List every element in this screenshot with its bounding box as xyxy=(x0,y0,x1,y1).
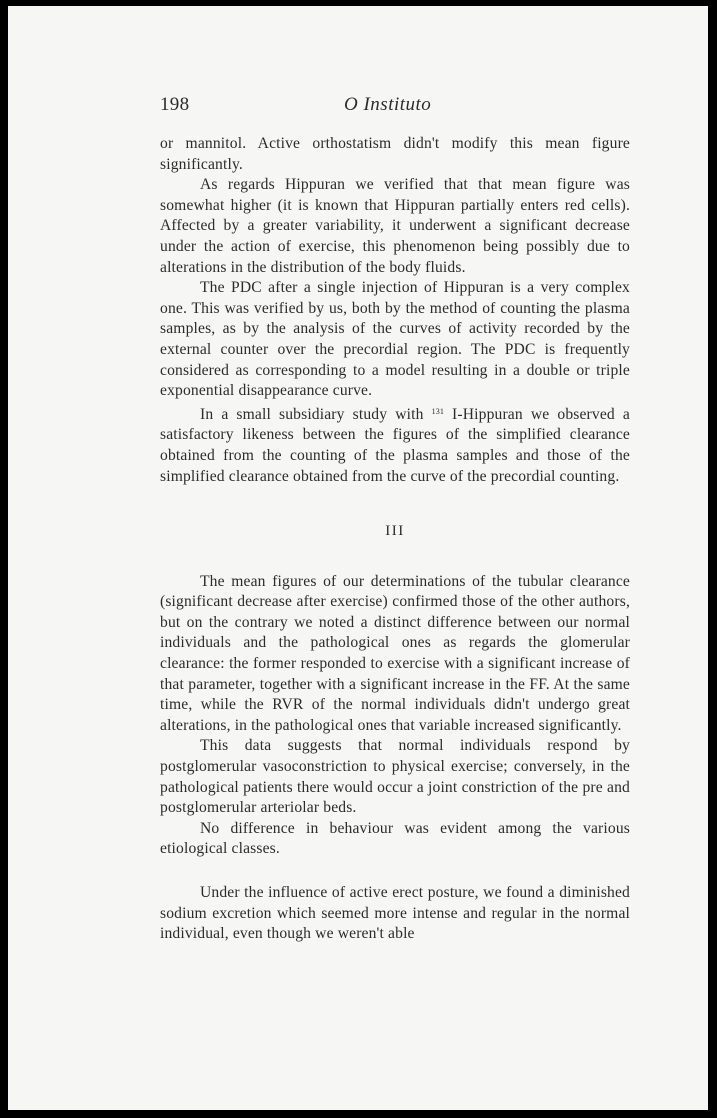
paragraph: Under the influence of active erect posture, we found a diminished sodium excretion which seemed more intense and regular in the normal individual, even though we weren't able xyxy=(160,884,630,943)
page-number: 198 xyxy=(160,94,190,115)
paragraph: The mean figures of our determinations of the tubular clearance (significant decrease after exercise) confirmed those of the other authors, but on the contrary we noted a distinct difference between our normal individuals and the pathological ones as regards the glomerular clearance: the former responded to exercise with a significant increase of that parameter, together with a significant increase in the FF. At the same time, while the RVR of the normal individuals didn't undergo great alterations, in the pathological ones that variable increased significantly. xyxy=(160,572,630,734)
paragraph-text: I-Hippuran we observed a satisfactory likeness between the figures of the simplified clearance obtained from the counting of the plasma samples and those of the simplified clearance obtained from the curve of the precordial counting. xyxy=(160,405,630,485)
running-title: O Instituto xyxy=(344,94,432,115)
section-heading: III xyxy=(385,523,405,540)
paragraph-text: In a small subsidiary study with xyxy=(200,405,424,423)
page-header xyxy=(8,94,708,118)
paragraph: or mannitol. Active orthostatism didn't modify this mean figure significantly. xyxy=(160,135,630,173)
paragraph: No difference in behaviour was evident among the various etiological classes. xyxy=(160,819,630,858)
document-page xyxy=(8,6,708,1110)
paragraph: The PDC after a single injection of Hippuran is a very complex one. This was verified by us, both by the method of counting the plasma samples, as by the analysis of the curves of activity recorded by the external counter over the precordial region. The PDC is frequently considered as corresponding to a model resulting in a double or triple exponential disappearance curve. xyxy=(160,279,630,400)
body-text xyxy=(160,134,630,945)
paragraph: As regards Hippuran we verified that that mean figure was somewhat higher (it is known that Hippuran partially enters red cells). Affected by a greater variability, it underwent a significant decrease under the action of exercise, this phenomenon being possibly due to alterations in the distribution of the body fluids. xyxy=(160,176,630,276)
isotope-superscript: 131 xyxy=(431,406,445,416)
paragraph xyxy=(160,402,630,487)
paragraph: This data suggests that normal individuals respond by postglomerular vasoconstriction to physical exercise; conversely, in the pathological patients there would occur a joint constriction of the pre and postglomerular arteriolar beds. xyxy=(160,737,630,817)
